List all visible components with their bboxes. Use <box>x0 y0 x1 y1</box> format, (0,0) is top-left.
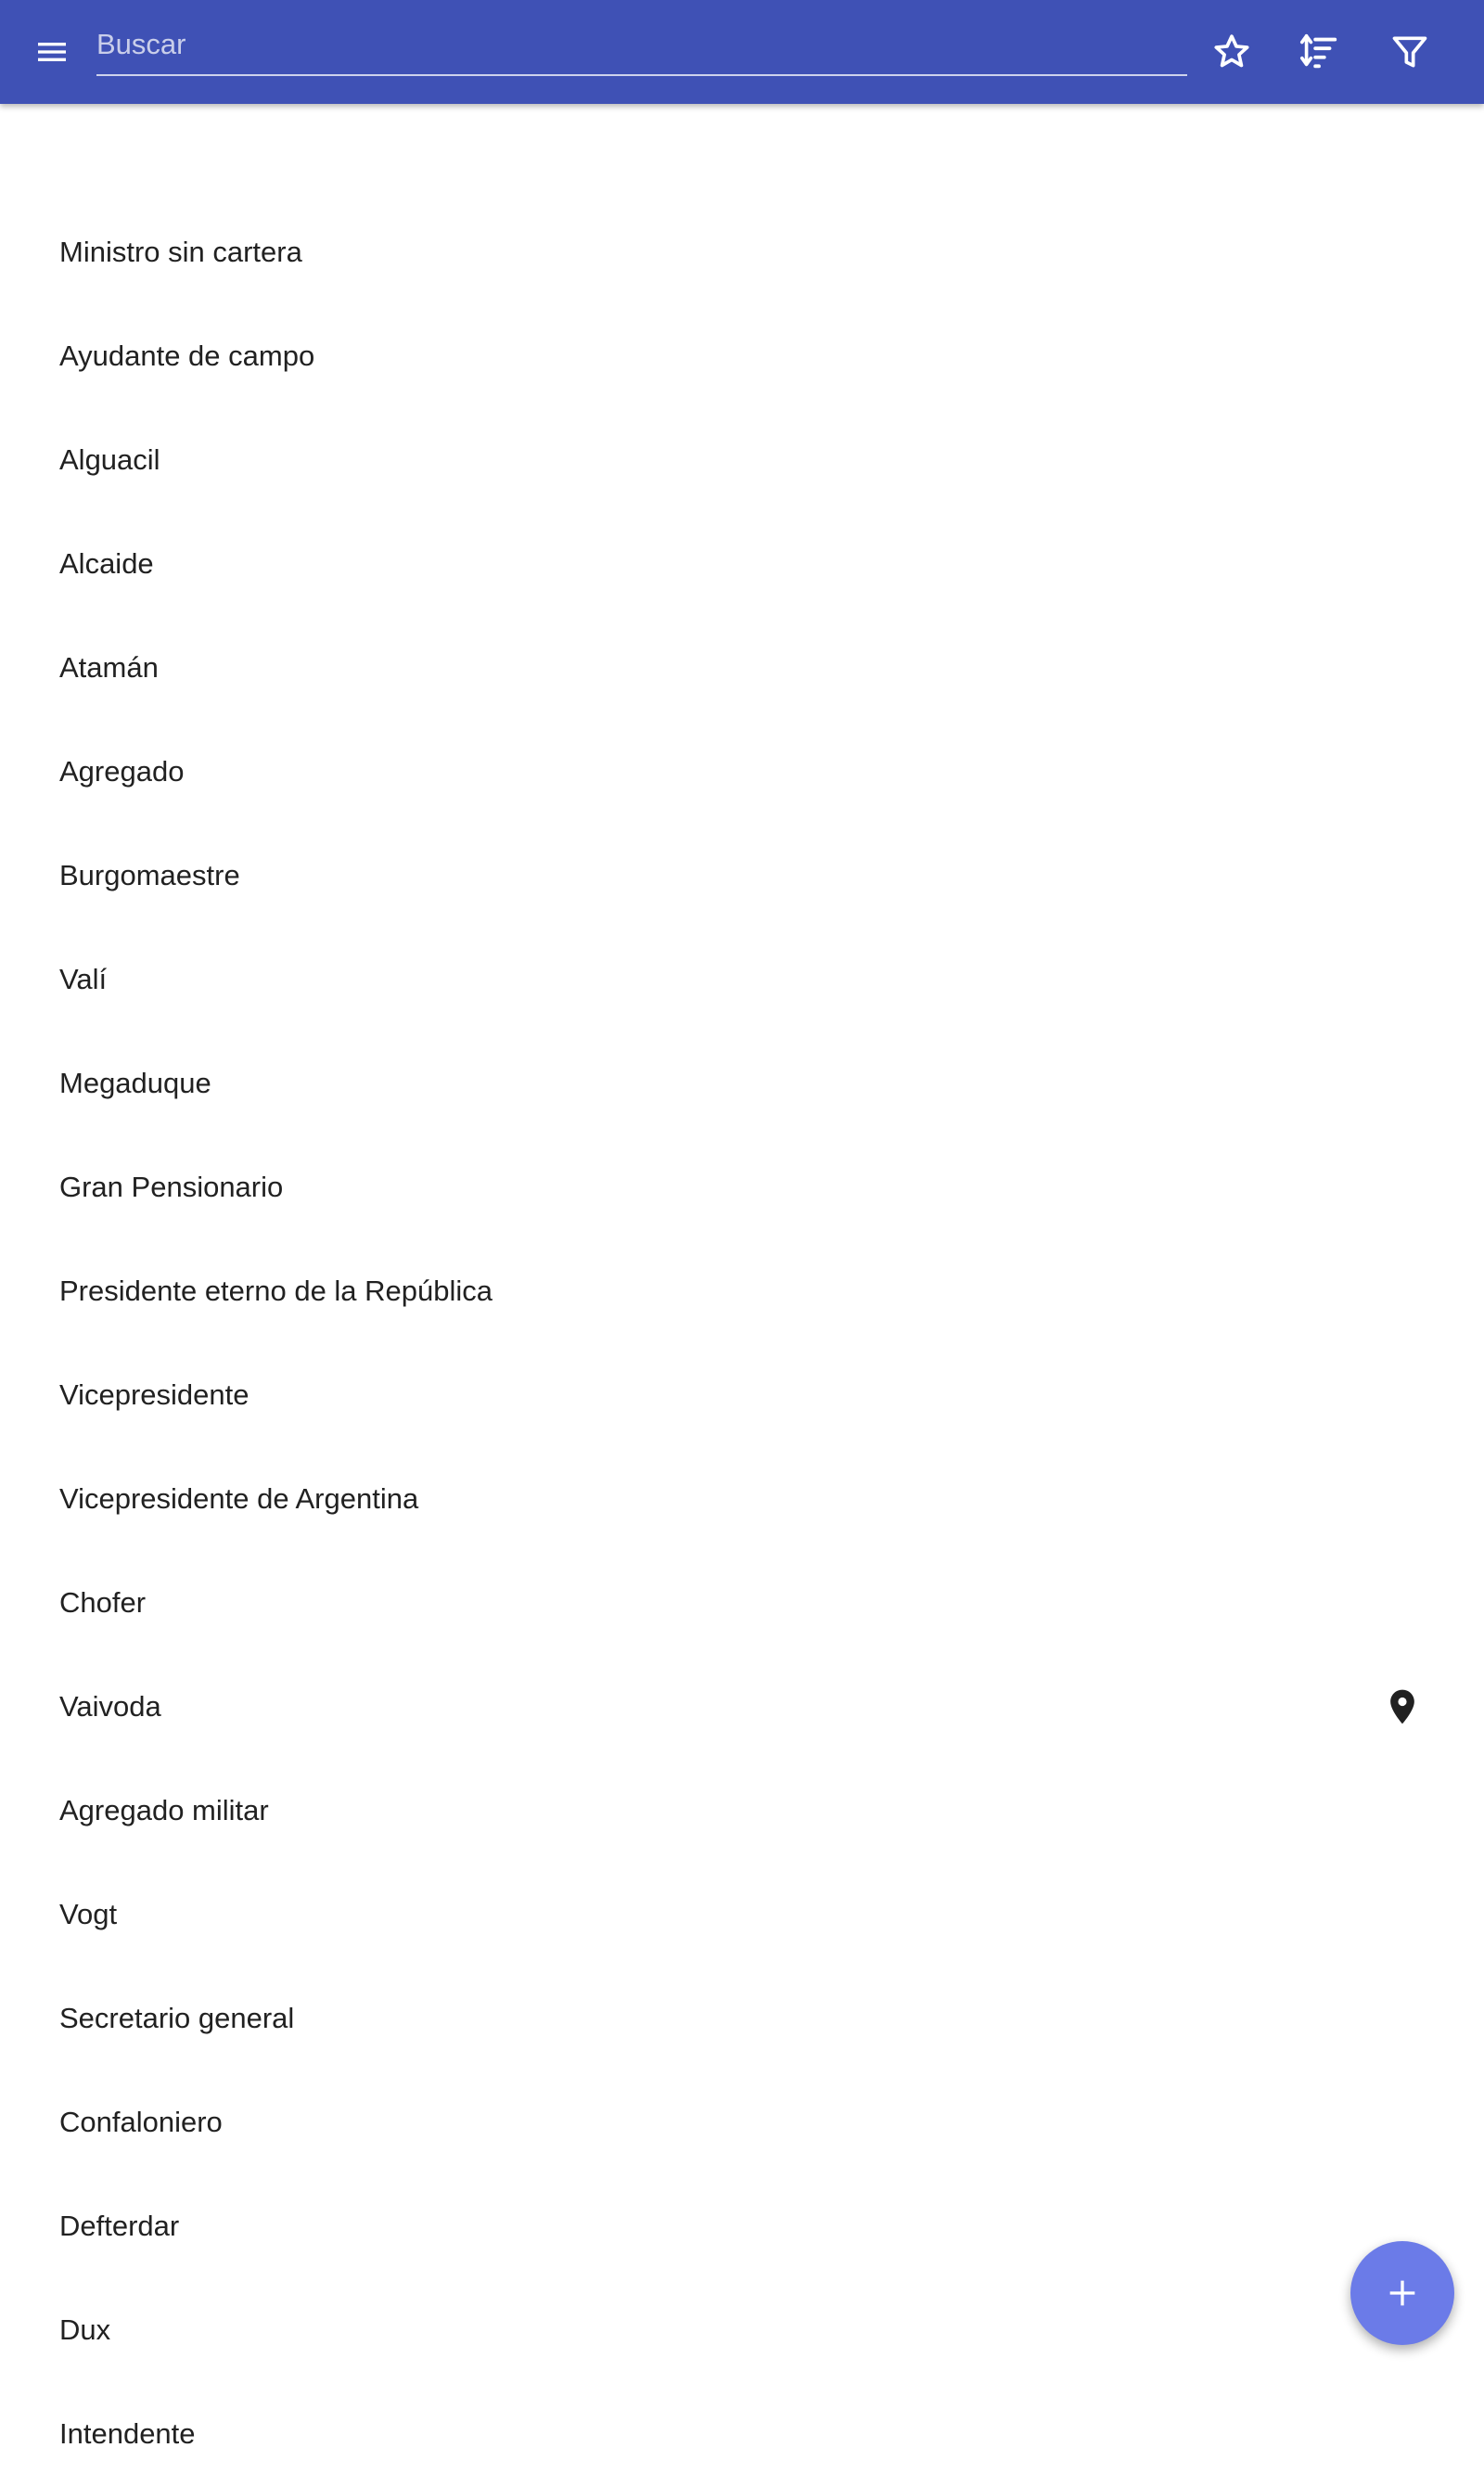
list-item[interactable] <box>0 200 1484 304</box>
list-item[interactable] <box>0 1967 1484 2070</box>
add-button[interactable] <box>1350 2241 1454 2345</box>
favorites-button[interactable] <box>1195 15 1269 89</box>
item-label: Atamán <box>59 651 159 684</box>
item-label: Ministro sin cartera <box>59 236 302 268</box>
list-item[interactable] <box>0 512 1484 616</box>
item-label: Agregado militar <box>59 1794 269 1826</box>
list-item[interactable] <box>0 2070 1484 2174</box>
item-label: Burgomaestre <box>59 859 240 891</box>
item-label: Vaivoda <box>59 1690 161 1723</box>
list-item[interactable] <box>0 2174 1484 2278</box>
plus-icon <box>1384 2275 1421 2312</box>
item-label: Valí <box>59 963 108 995</box>
item-label: Presidente eterno de la República <box>59 1275 493 1307</box>
menu-button[interactable] <box>15 15 89 89</box>
sort-button[interactable] <box>1282 15 1356 89</box>
list-item[interactable] <box>0 928 1484 1032</box>
list-item[interactable] <box>0 1032 1484 1135</box>
filter-button[interactable] <box>1373 15 1447 89</box>
list-item[interactable] <box>0 2278 1484 2382</box>
item-label: Intendente <box>59 2417 196 2450</box>
list-item[interactable] <box>0 824 1484 928</box>
list-item[interactable] <box>0 1551 1484 1655</box>
filter-icon <box>1389 32 1430 72</box>
item-label: Defterdar <box>59 2210 180 2242</box>
item-label: Confaloniero <box>59 2106 223 2138</box>
list-item[interactable] <box>0 616 1484 720</box>
item-label: Chofer <box>59 1586 147 1619</box>
list-item[interactable] <box>0 304 1484 408</box>
list-item[interactable] <box>0 1759 1484 1863</box>
item-label: Alguacil <box>59 443 160 476</box>
item-label: Gran Pensionario <box>59 1171 284 1203</box>
search-field[interactable] <box>96 17 1187 76</box>
list-item[interactable] <box>0 720 1484 824</box>
list-item[interactable] <box>0 1343 1484 1447</box>
star-outline-icon <box>1211 32 1252 72</box>
list-item[interactable] <box>0 1863 1484 1967</box>
item-label: Megaduque <box>59 1067 211 1099</box>
item-label: Secretario general <box>59 2002 295 2034</box>
menu-icon <box>33 33 70 70</box>
item-label: Vicepresidente de Argentina <box>59 1482 419 1515</box>
item-label: Vicepresidente <box>59 1378 249 1411</box>
item-label: Vogt <box>59 1898 118 1930</box>
app-bar <box>0 0 1484 104</box>
search-input[interactable] <box>96 17 1187 72</box>
list-item[interactable] <box>0 1447 1484 1551</box>
location-pin-icon <box>1382 1686 1423 1727</box>
list-item[interactable] <box>0 2382 1484 2486</box>
item-label: Alcaide <box>59 547 154 580</box>
list-item[interactable] <box>0 1239 1484 1343</box>
item-label: Agregado <box>59 755 185 788</box>
list-item[interactable] <box>0 1135 1484 1239</box>
list-item[interactable] <box>0 1655 1484 1759</box>
item-label: Ayudante de campo <box>59 340 315 372</box>
item-label: Dux <box>59 2313 111 2346</box>
sort-icon <box>1298 31 1340 73</box>
list-item[interactable] <box>0 408 1484 512</box>
